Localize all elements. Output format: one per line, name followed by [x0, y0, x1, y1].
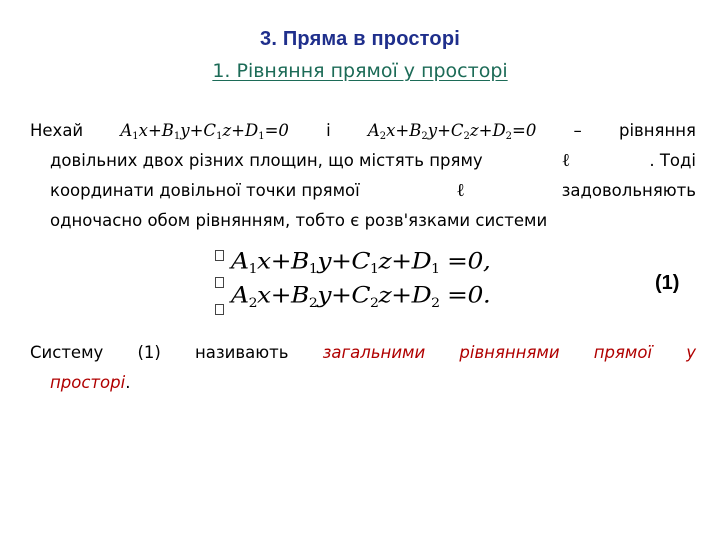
line3-text: координати довільної точки прямої	[50, 181, 360, 200]
word-dash: –	[573, 121, 582, 140]
term-general: загальними	[322, 343, 426, 362]
term-in: у	[686, 343, 696, 362]
period: .	[125, 373, 131, 392]
conclusion-line-1	[30, 338, 696, 368]
conclusion-line-2	[50, 368, 130, 398]
paragraph-line-3	[50, 176, 696, 206]
line3-end: задовольняють	[561, 181, 696, 200]
brace-icon	[215, 250, 227, 316]
line-symbol: ℓ	[561, 150, 571, 171]
line4-text: одночасно обом рівнянням, тобто є розв'язками системи	[50, 211, 548, 230]
line-symbol: ℓ	[456, 180, 465, 201]
term-line: прямої	[593, 343, 653, 362]
paragraph-line-4	[50, 206, 547, 236]
word-and: і	[326, 121, 331, 140]
word-called: називають	[194, 343, 289, 362]
term-equations: рівняннями	[459, 343, 560, 362]
paragraph-line-2	[50, 146, 696, 176]
term-space: просторі	[50, 373, 126, 392]
slide-title: 3. Пряма в просторі	[260, 28, 460, 50]
section-subtitle: 1. Рівняння прямої у просторі	[212, 60, 508, 82]
system-equation-1: $A_1x+B_1y+C_1z+D_1 =0$,	[231, 248, 491, 277]
plane-equation-2: $A_2x+B_2y+C_2z+D_2=0$	[367, 121, 537, 142]
word-lead: Нехай	[30, 121, 84, 140]
plane-equation-1: $A_1x+B_1y+C_1z+D_1=0$	[120, 121, 289, 142]
conclusion-paragraph	[30, 338, 696, 402]
definition-paragraph	[30, 116, 696, 246]
system-equation-2: $A_2x+B_2y+C_2z+D_2 =0$.	[231, 282, 491, 311]
word-system: Систему	[30, 343, 104, 362]
equation-reference: (1)	[137, 343, 161, 362]
equation-system	[215, 248, 515, 318]
line2-end: . Тоді	[649, 151, 696, 170]
equation-number: (1)	[655, 272, 680, 294]
line2-text: довільних двох різних площин, що містять пряму	[50, 151, 483, 170]
word-equations: рівняння	[618, 121, 696, 140]
